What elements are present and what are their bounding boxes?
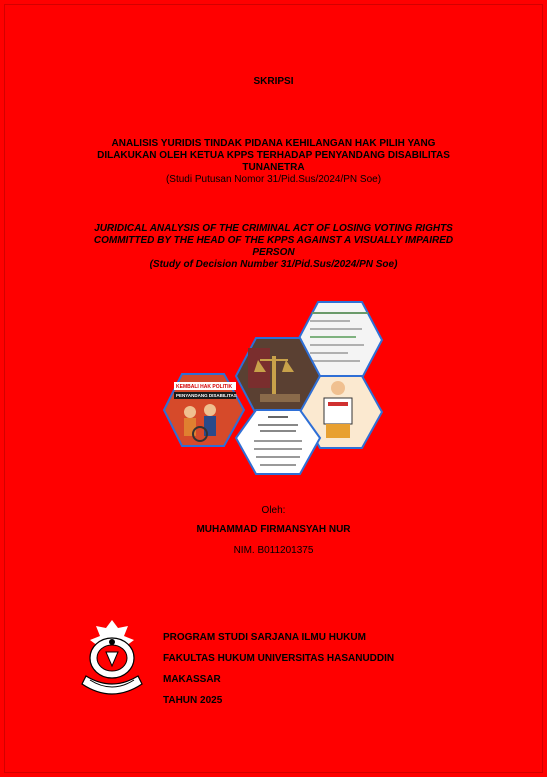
title-id-line-3: TUNANETRA xyxy=(242,162,305,173)
program-name: PROGRAM STUDI SARJANA ILMU HUKUM xyxy=(163,632,366,643)
title-id-study: (Studi Putusan Nomor 31/Pid.Sus/2024/PN Soe) xyxy=(165,174,382,185)
hex-court-decision xyxy=(236,410,320,474)
title-id-line-2: DILAKUKAN OLEH KETUA KPPS TERHADAP PENYANDANG DISABILITAS xyxy=(97,150,450,161)
title-en-study: (Study of Decision Number 31/Pid.Sus/2024/PN Soe) xyxy=(149,259,398,270)
by-label: Oleh: xyxy=(261,505,286,516)
city-name: MAKASSAR xyxy=(163,674,221,685)
title-id-line-1: ANALISIS YURIDIS TINDAK PIDANA KEHILANGAN HAK PILIH YANG xyxy=(111,138,436,149)
university-logo-icon xyxy=(76,618,148,704)
faculty-name: FAKULTAS HUKUM UNIVERSITAS HASANUDDIN xyxy=(163,653,395,664)
hexagon-collage xyxy=(160,298,390,476)
title-en-line-1: JURIDICAL ANALYSIS OF THE CRIMINAL ACT OF LOSING VOTING RIGHTS xyxy=(94,223,453,234)
title-english xyxy=(0,223,547,271)
document-type: SKRIPSI xyxy=(253,76,294,87)
title-en-line-3: PERSON xyxy=(252,247,295,258)
student-id: NIM. B011201375 xyxy=(233,545,314,556)
collage-caption-1: KEMBALI HAK POLITIK xyxy=(176,384,233,390)
collage-caption-2: PENYANDANG DISABILITAS xyxy=(176,393,237,398)
institution-block xyxy=(163,627,394,711)
year: TAHUN 2025 xyxy=(163,695,223,706)
title-en-line-2: COMMITTED BY THE HEAD OF THE KPPS AGAINST A VISUALLY IMPAIRED xyxy=(93,235,454,246)
author-name: MUHAMMAD FIRMANSYAH NUR xyxy=(196,524,351,535)
title-indonesian xyxy=(0,138,547,186)
